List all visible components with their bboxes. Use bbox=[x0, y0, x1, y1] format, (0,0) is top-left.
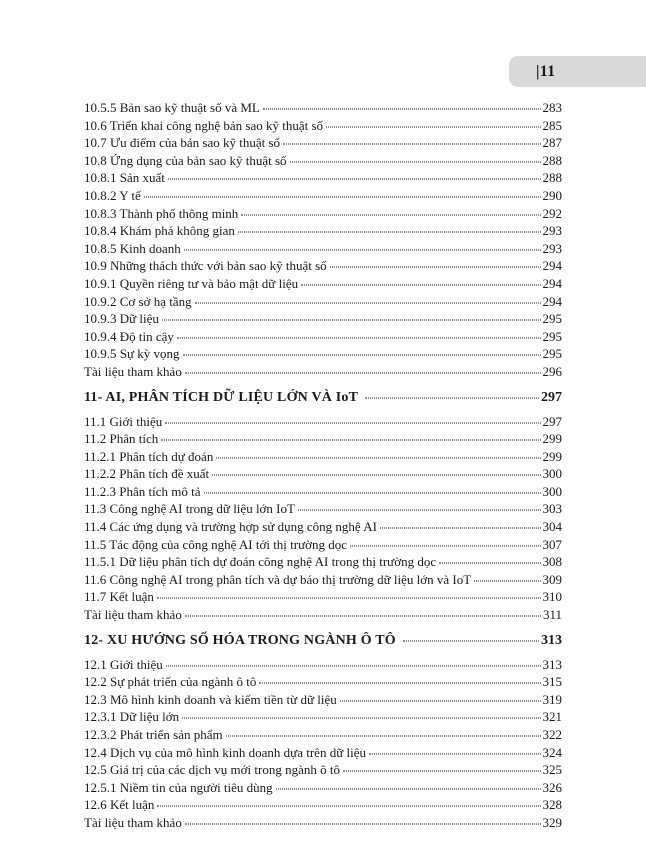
toc-entry[interactable] bbox=[84, 691, 562, 709]
toc-entry[interactable] bbox=[84, 187, 562, 205]
toc-entry-page: 283 bbox=[542, 100, 562, 115]
dotted-leader bbox=[157, 598, 541, 599]
toc-entry-page: 295 bbox=[542, 346, 562, 362]
toc-entry[interactable] bbox=[84, 606, 562, 624]
toc-entry-label: 11.6 Công nghệ AI trong phân tích và dự báo thị trường dữ liệu lớn và IoT bbox=[84, 571, 472, 587]
dotted-leader bbox=[161, 440, 540, 441]
toc-entry[interactable] bbox=[84, 779, 562, 797]
toc-entry-label: 12.5.1 Niềm tin của người tiêu dùng bbox=[84, 779, 273, 795]
toc-entry-label: 12.3.2 Phát triển sản phẩm bbox=[84, 727, 223, 742]
toc-entry[interactable] bbox=[84, 388, 562, 408]
toc-entry-label: 10.8.2 Y tế bbox=[84, 187, 141, 203]
dotted-leader bbox=[195, 302, 541, 303]
toc-entry-label: 11- AI, PHÂN TÍCH DỮ LIỆU LỚN VÀ IoT bbox=[84, 389, 359, 405]
toc-entry[interactable] bbox=[84, 500, 562, 518]
dotted-leader bbox=[340, 700, 541, 701]
toc-entry-label: 11.1 Giới thiệu bbox=[84, 413, 163, 429]
toc-entry-page: 310 bbox=[542, 589, 562, 605]
toc-entry-label: 10.9.1 Quyền riêng tư và bảo mật dữ liệu bbox=[84, 275, 299, 291]
toc-entry[interactable] bbox=[84, 152, 562, 170]
dotted-leader bbox=[276, 788, 541, 789]
toc-entry-page: 299 bbox=[542, 431, 562, 447]
dotted-leader bbox=[226, 736, 541, 737]
dotted-leader bbox=[182, 718, 540, 719]
dotted-leader bbox=[301, 284, 540, 285]
toc-entry-page: 288 bbox=[542, 152, 562, 168]
dotted-leader bbox=[283, 144, 540, 145]
dotted-leader bbox=[183, 355, 541, 356]
toc-entry[interactable] bbox=[84, 328, 562, 346]
toc-entry-page: 288 bbox=[542, 170, 562, 186]
dotted-leader bbox=[157, 806, 540, 807]
toc-entry[interactable] bbox=[84, 413, 562, 431]
dotted-leader bbox=[474, 580, 540, 581]
toc-entry-label: 11.5 Tác động của công nghệ AI tới thị trường dọc bbox=[84, 536, 348, 552]
toc-entry[interactable] bbox=[84, 310, 562, 328]
toc-entry-page: 290 bbox=[542, 187, 562, 203]
toc-entry-page: 322 bbox=[542, 727, 562, 742]
toc-entry-label: 12- XU HƯỚNG SỐ HÓA TRONG NGÀNH Ô TÔ bbox=[84, 632, 396, 648]
toc-entry-label: 11.7 Kết luận bbox=[84, 589, 154, 605]
toc-entry-label: 12.3 Mô hình kinh doanh và kiếm tiền từ dữ liệu bbox=[84, 691, 337, 707]
toc-entry-page: 324 bbox=[542, 744, 562, 760]
dotted-leader bbox=[216, 457, 540, 458]
dotted-leader bbox=[326, 126, 540, 127]
toc-entry-page: 297 bbox=[542, 413, 562, 429]
toc-entry-page: 303 bbox=[542, 501, 562, 517]
toc-entry-page: 313 bbox=[542, 656, 562, 672]
toc-entry[interactable] bbox=[84, 518, 562, 536]
toc-entry-label: 10.9.4 Độ tin cậy bbox=[84, 328, 174, 344]
toc-entry-page: 294 bbox=[542, 258, 562, 274]
dotted-leader bbox=[162, 320, 541, 321]
dotted-leader bbox=[204, 492, 541, 493]
dotted-leader bbox=[177, 337, 541, 338]
toc-entry-label: 10.9 Những thách thức với bản sao kỹ thuật số bbox=[84, 258, 327, 274]
toc-entry-page: 319 bbox=[542, 691, 562, 707]
dotted-leader bbox=[343, 771, 541, 772]
dotted-leader bbox=[165, 422, 540, 423]
toc-entry[interactable] bbox=[84, 430, 562, 448]
dotted-leader bbox=[298, 510, 541, 511]
toc-entry[interactable] bbox=[84, 553, 562, 571]
toc-entry-page: 299 bbox=[542, 448, 562, 464]
dotted-leader bbox=[185, 823, 541, 824]
toc-entry-label: 10.8 Ứng dụng của bản sao kỹ thuật số bbox=[84, 152, 287, 168]
toc-entry[interactable] bbox=[84, 363, 562, 381]
toc-entry-page: 297 bbox=[541, 389, 562, 405]
toc-entry-label: 10.8.4 Khám phá không gian bbox=[84, 223, 235, 239]
toc-entry-label: 10.8.1 Sản xuất bbox=[84, 170, 165, 186]
dotted-leader bbox=[144, 196, 541, 197]
dotted-leader bbox=[241, 214, 540, 215]
toc-entry[interactable] bbox=[84, 761, 562, 779]
toc-entry-label: 10.9.3 Dữ liệu bbox=[84, 311, 159, 327]
toc-entry-page: 329 bbox=[542, 814, 562, 830]
toc-entry[interactable] bbox=[84, 796, 562, 814]
dotted-leader bbox=[168, 179, 541, 180]
toc-entry-page: 300 bbox=[542, 466, 562, 482]
toc-entry[interactable] bbox=[84, 134, 562, 152]
toc-entry[interactable] bbox=[84, 205, 562, 223]
toc-entry[interactable] bbox=[84, 222, 562, 240]
toc-entry[interactable] bbox=[84, 814, 562, 832]
toc-entry[interactable] bbox=[84, 744, 562, 762]
toc-list bbox=[84, 99, 562, 832]
toc-entry-label: 10.6 Triển khai công nghệ bản sao kỹ thuật số bbox=[84, 117, 324, 133]
toc-entry-label: 12.4 Dịch vụ của mô hình kinh doanh dựa trên dữ liệu bbox=[84, 744, 366, 760]
toc-entry-page: 326 bbox=[542, 779, 562, 795]
toc-entry-page: 300 bbox=[542, 483, 562, 499]
toc-entry-label: 11.4 Các ứng dụng và trường hợp sử dụng công nghệ AI bbox=[84, 519, 377, 535]
toc-entry-label: Tài liệu tham khảo bbox=[84, 363, 182, 379]
toc-entry-page: 308 bbox=[542, 554, 562, 570]
toc-entry[interactable] bbox=[84, 275, 562, 293]
toc-entry-page: 294 bbox=[542, 275, 562, 291]
toc-entry-page: 304 bbox=[542, 519, 562, 535]
toc-entry-page: 325 bbox=[542, 762, 562, 778]
toc-entry[interactable] bbox=[84, 240, 562, 258]
toc-entry[interactable] bbox=[84, 257, 562, 275]
toc-entry-page: 295 bbox=[542, 328, 562, 344]
page-number-badge bbox=[509, 56, 646, 87]
toc-entry[interactable] bbox=[84, 708, 562, 726]
dotted-leader bbox=[290, 161, 541, 162]
toc-entry-page: 293 bbox=[542, 223, 562, 239]
toc-entry[interactable] bbox=[84, 99, 562, 117]
dotted-leader bbox=[403, 640, 539, 641]
toc-entry-label: 12.5 Giá trị của các dịch vụ mới trong ngành ô tô bbox=[84, 762, 340, 778]
toc-entry[interactable] bbox=[84, 673, 562, 691]
toc-entry-label: 11.3 Công nghệ AI trong dữ liệu lớn IoT bbox=[84, 501, 295, 517]
toc-entry-page: 328 bbox=[542, 797, 562, 813]
toc-entry-label: 11.5.1 Dữ liệu phân tích dự đoán công nghệ AI trong thị trường dọc bbox=[84, 554, 437, 570]
toc-entry[interactable] bbox=[84, 536, 562, 554]
toc-entry-label: 12.1 Giới thiệu bbox=[84, 656, 163, 672]
toc-entry-label: 11.2.3 Phân tích mô tả bbox=[84, 483, 201, 499]
dotted-leader bbox=[184, 249, 541, 250]
toc-entry-label: 12.3.1 Dữ liệu lớn bbox=[84, 709, 180, 725]
toc-entry-label: 10.8.3 Thành phố thông minh bbox=[84, 205, 239, 221]
toc-entry-label: 11.2 Phân tích bbox=[84, 431, 159, 447]
dotted-leader bbox=[263, 109, 541, 110]
toc-entry-label: 10.7 Ưu điểm của bản sao kỹ thuật số bbox=[84, 135, 281, 151]
toc-entry[interactable] bbox=[84, 448, 562, 466]
dotted-leader bbox=[238, 232, 541, 233]
toc-entry-page: 295 bbox=[542, 311, 562, 327]
toc-entry-label: 12.2 Sự phát triển của ngành ô tô bbox=[84, 674, 257, 690]
toc-entry-label: 10.9.2 Cơ sở hạ tầng bbox=[84, 293, 192, 309]
toc-entry[interactable] bbox=[84, 631, 562, 651]
toc-entry[interactable] bbox=[84, 588, 562, 606]
toc-entry-label: 12.6 Kết luận bbox=[84, 797, 155, 813]
toc-entry-label: 10.8.5 Kinh doanh bbox=[84, 240, 181, 256]
dotted-leader bbox=[166, 665, 541, 666]
toc-entry[interactable] bbox=[84, 571, 562, 589]
toc-entry-label: 10.9.5 Sự kỳ vọng bbox=[84, 346, 180, 362]
toc-entry[interactable] bbox=[84, 726, 562, 744]
toc-entry-label: Tài liệu tham khảo bbox=[84, 607, 182, 623]
dotted-leader bbox=[259, 683, 540, 684]
toc-entry-label: Tài liệu tham khảo bbox=[84, 814, 182, 830]
toc-entry[interactable] bbox=[84, 656, 562, 674]
dotted-leader bbox=[330, 267, 541, 268]
toc-entry-page: 292 bbox=[542, 205, 562, 221]
toc-entry-page: 309 bbox=[542, 571, 562, 587]
toc-entry[interactable] bbox=[84, 483, 562, 501]
toc-entry-page: 321 bbox=[542, 709, 562, 725]
dotted-leader bbox=[185, 372, 541, 373]
toc-entry-label: 11.2.2 Phân tích đề xuất bbox=[84, 466, 210, 482]
dotted-leader bbox=[365, 397, 539, 398]
toc-entry-page: 294 bbox=[542, 293, 562, 309]
toc-entry-page: 311 bbox=[542, 607, 562, 623]
dotted-leader bbox=[380, 528, 541, 529]
toc-entry-page: 315 bbox=[542, 674, 562, 690]
toc-entry[interactable] bbox=[84, 345, 562, 363]
toc-entry[interactable] bbox=[84, 293, 562, 311]
toc-entry-page: 313 bbox=[541, 632, 562, 648]
toc-entry-page: 293 bbox=[542, 240, 562, 256]
toc-entry-page: 287 bbox=[542, 135, 562, 151]
toc-entry-page: 307 bbox=[542, 536, 562, 552]
dotted-leader bbox=[185, 616, 541, 617]
dotted-leader bbox=[212, 475, 540, 476]
page-number: |11 bbox=[536, 62, 556, 80]
toc-entry[interactable] bbox=[84, 169, 562, 187]
dotted-leader bbox=[369, 753, 541, 754]
toc-entry-label: 10.5.5 Bản sao kỹ thuật số và ML bbox=[84, 100, 260, 115]
toc-entry[interactable] bbox=[84, 465, 562, 483]
dotted-leader bbox=[439, 563, 540, 564]
toc-entry-label: 11.2.1 Phân tích dự đoán bbox=[84, 448, 214, 464]
dotted-leader bbox=[350, 545, 540, 546]
toc-entry-page: 296 bbox=[542, 363, 562, 379]
toc-entry[interactable] bbox=[84, 117, 562, 135]
toc-entry-page: 285 bbox=[542, 117, 562, 133]
